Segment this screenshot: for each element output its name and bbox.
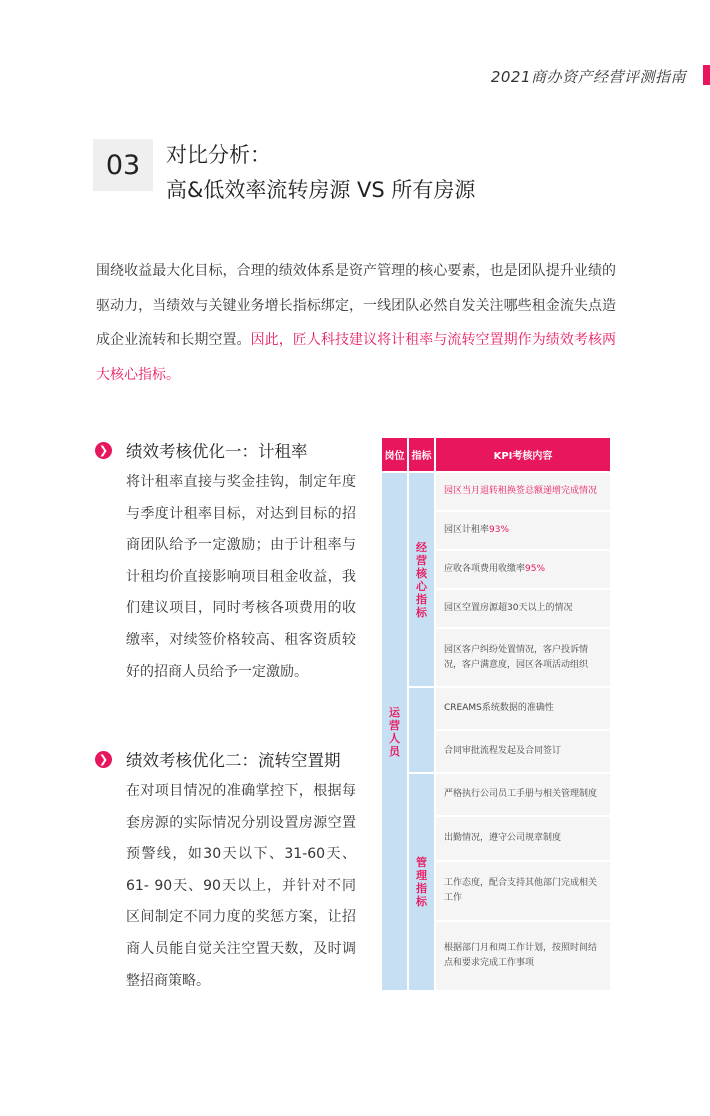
kpi-row-text: CREAMS系统数据的准确性	[444, 703, 554, 713]
kpi-header-indicator: 指标	[409, 438, 434, 471]
kpi-row-text: 园区计租率	[444, 525, 490, 535]
kpi-row-text: 园区客户纠纷处置情况，客户投诉情况，客户满意度，园区各项活动组织	[444, 644, 589, 670]
kpi-row-text: 根据部门月和周工作计划，按照时间结点和要求完成工作事项	[444, 943, 598, 968]
kpi-row	[436, 512, 610, 549]
kpi-row-value: 93%	[489, 525, 510, 535]
section-title-line2: 高&低效率流转房源 VS 所有房源	[166, 178, 476, 202]
kpi-row-text: 合同审批流程发起及合同签订	[444, 746, 562, 756]
bullet-title-1: 绩效考核优化一：计租率	[126, 442, 308, 461]
kpi-row	[436, 817, 610, 860]
intro-text: 围绕收益最大化目标，合理的绩效体系是资产管理的核心要素，也是团队提升业绩的驱动力，当绩效与关键业务增长指标绑定，一线团队必然自发关注哪些租金流失点造成企业流转和长期空置。	[96, 263, 616, 348]
header-accent-bar	[703, 65, 710, 85]
kpi-row	[436, 551, 610, 588]
kpi-row-text: 出勤情况，遵守公司规章制度	[444, 833, 562, 843]
kpi-row	[436, 473, 610, 510]
bullet-body-1: 将计租率直接与奖金挂钩，制定年度与季度计租率目标，对达到目标的招商团队给予一定激励；由于计租率与计租均价直接影响项目租金收益，我们建议项目，同时考核各项费用的收缴率，对续签价格较高、租客资质较好的招商人员给予一定激励。	[126, 474, 356, 680]
intro-highlight: 因此，匠人科技建议将计租率与流转空置期作为绩效考核两大核心指标。	[96, 332, 617, 383]
bullet-body-2: 在对项目情况的准确掌控下，根据每套房源的实际情况分别设置房源空置预警线，如30天以下、31-60天、61- 90天、90天以上，并针对不同区间制定不同力度的奖惩方案，让招商人员能自觉关注空置天数，及时调整招商策略。	[126, 783, 356, 989]
kpi-row	[436, 774, 610, 815]
kpi-indicator-label-3: 管理指标	[416, 856, 427, 908]
kpi-row-text: 园区空置房源超30天以上的情况	[444, 603, 573, 613]
kpi-row	[436, 922, 610, 990]
header-title: 2021商办资产经营评测指南	[490, 68, 686, 86]
kpi-row-value: 95%	[525, 564, 546, 574]
kpi-row-text: 严格执行公司员工手册与相关管理制度	[444, 789, 598, 799]
intro-paragraph	[96, 254, 616, 392]
section-number: 03	[93, 139, 153, 191]
kpi-row-text: 应收各项费用收缴率	[444, 564, 526, 574]
kpi-indicator-group-2	[409, 688, 434, 772]
chevron-right-icon: ❯	[95, 442, 112, 459]
chevron-right-icon: ❯	[95, 751, 112, 768]
bullet-title-2: 绩效考核优化二：流转空置期	[126, 751, 341, 770]
kpi-row	[436, 688, 610, 729]
kpi-indicator-group-3	[409, 774, 434, 990]
kpi-indicator-label-1: 经营核心指标	[416, 540, 427, 619]
kpi-row	[436, 731, 610, 772]
kpi-row	[436, 590, 610, 627]
kpi-position-label: 运营人员	[389, 705, 400, 758]
kpi-header-content: KPI考核内容	[436, 438, 610, 471]
section-title-line1: 对比分析：	[166, 143, 271, 167]
kpi-position-column	[382, 473, 407, 990]
kpi-indicator-group-1	[409, 473, 434, 686]
kpi-row-text: 工作态度，配合支持其他部门完成相关工作	[444, 878, 598, 903]
kpi-row	[436, 862, 610, 920]
kpi-row	[436, 629, 610, 686]
kpi-header-position: 岗位	[382, 438, 407, 471]
kpi-row-text: 园区当月退转租换签总额递增完成情况	[444, 486, 598, 496]
kpi-table	[382, 438, 610, 990]
